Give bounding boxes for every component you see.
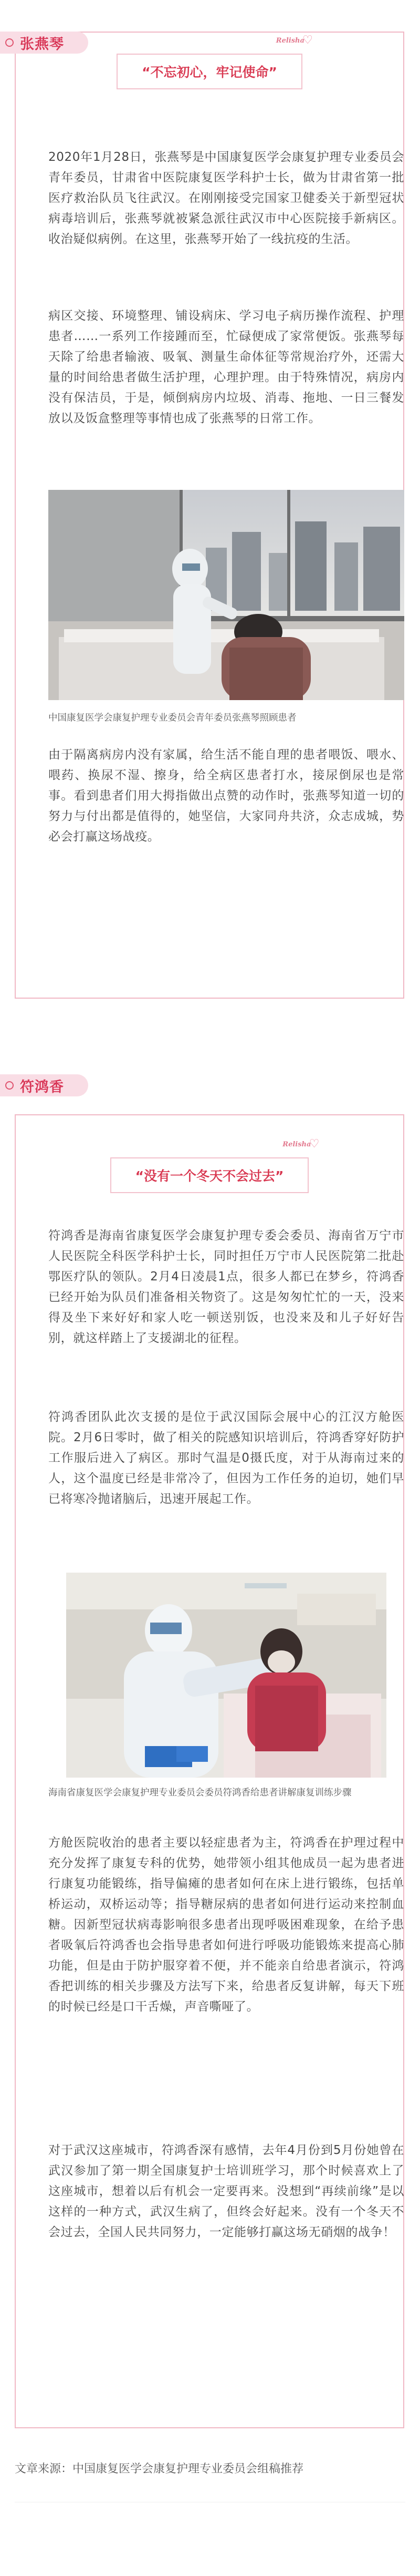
heart-icon: ♡ bbox=[302, 34, 313, 47]
paragraph: 符鸿香团队此次支援的是位于武汉国际会展中心的江汉方舱医院。2月6日零时，做了相关的院感知识培训后，符鸿香穿好防护工作服后进入了病区。那时气温是0摄氏度，对于从海南过来的人，这个温度已经是非常冷了，但因为工作任务的迫切，她们早已将寒冷抛诸脑后，迅速开展起工作。 bbox=[48, 1410, 404, 1506]
circle-icon bbox=[5, 38, 14, 47]
profile-card-fu bbox=[15, 1114, 404, 2428]
motto-text: “不忘初心，牢记使命” bbox=[142, 65, 277, 80]
name-label: 符鸿香 bbox=[20, 1079, 64, 1095]
name-tag-zhang bbox=[0, 32, 88, 54]
paragraph: 2020年1月28日，张燕琴是中国康复医学会康复护理专业委员会青年委员，甘肃省中医院康复医学科护士长，做为甘肃省第一批医疗救治队员飞往武汉。在刚刚接受完国家卫健委关于新型冠状病毒培训后，张燕琴就被紧急派往武汉市中心医院接手新病区。收治疑似病例。在这里，张燕琴开始了一线抗疫的生活。 bbox=[48, 150, 404, 246]
profile-card-zhang bbox=[15, 32, 404, 999]
photo-fu-teaching-patient bbox=[66, 1573, 386, 1778]
photo-illustration bbox=[48, 490, 404, 700]
photo-caption: 中国康复医学会康复护理专业委员会青年委员张燕琴照顾患者 bbox=[48, 713, 297, 723]
article-source: 文章来源：中国康复医学会康复护理专业委员会组稿推荐 bbox=[15, 2462, 304, 2476]
circle-icon bbox=[5, 1081, 14, 1090]
photo-caption: 海南省康复医学会康复护理专业委员会委员符鸿香给患者讲解康复训练步骤 bbox=[48, 1788, 352, 1798]
paragraph: 符鸿香是海南省康复医学会康复护理专委会委员、海南省万宁市人民医院全科医学科护士长，同时担任万宁市人民医院第二批赴鄂医疗队的领队。2月4日凌晨1点，很多人都已在梦乡，符鸿香已经开始为队员们准备相关物资了。这是匆匆忙忙的一天，没来得及坐下来好好和家人吃一顿送别饭，也没来及和儿子好好告别，就这样踏上了支援湖北的征程。 bbox=[48, 1229, 404, 1345]
photo-zhang-caring-patient bbox=[48, 490, 404, 700]
paragraph: 由于隔离病房内没有家属，给生活不能自理的患者喂饭、喂水、喂药、换尿不湿、擦身，给全病区患者打水，接尿倒尿也是常事。看到患者们用大拇指做出点赞的动作时，张燕琴知道一切的努力与付出都是值得的，她坚信，大家同舟共济，众志成城，势必会打赢这场战疫。 bbox=[48, 748, 404, 844]
photo-illustration bbox=[66, 1573, 386, 1778]
motto-area bbox=[16, 1137, 403, 1193]
decorative-script: Relisha bbox=[282, 1141, 311, 1148]
motto-text: “没有一个冬天不会过去” bbox=[135, 1168, 284, 1184]
motto-box bbox=[117, 34, 313, 89]
name-tag-fu bbox=[0, 1074, 88, 1096]
motto-box bbox=[110, 1137, 320, 1193]
paragraph: 对于武汉这座城市，符鸿香深有感情，去年4月份到5月份她曾在武汉参加了第一期全国康复护士培训班学习，那个时候喜欢上了这座城市，想着以后有机会一定要再来。没想到“再续前缘”是以这样的一种方式，武汉生病了，但终会好起来。没有一个冬天不会过去，全国人民共同努力，一定能够打赢这场无硝烟的战争！ bbox=[48, 2143, 404, 2239]
name-label: 张燕琴 bbox=[20, 36, 64, 53]
paragraph: 方舱医院收治的患者主要以轻症患者为主，符鸿香在护理过程中充分发挥了康复专科的优势，她带领小组其他成员一起为患者进行康复功能锻练，指导偏瘫的患者如何在床上进行锻练，包括单桥运动，双桥运动等；指导糖尿病的患者如何进行运动来控制血糖。因新型冠状病毒影响很多患者出现呼吸困难现象，在给予患者吸氧后符鸿香也会指导患者如何进行呼吸功能锻炼来提高心肺功能，但是由于防护服穿着不便，并不能亲自给患者演示，符鸿香把训练的相关步骤及方法写下来，给患者反复讲解，每天下班的时候已经是口干舌燥，声音嘶哑了。 bbox=[48, 1836, 404, 2014]
heart-icon: ♡ bbox=[309, 1137, 320, 1151]
decorative-script: Relisha bbox=[276, 37, 304, 45]
paragraph: 病区交接、环境整理、铺设病床、学习电子病历操作流程、护理患者……一系列工作接踵而至，忙碌便成了家常便饭。张燕琴每天除了给患者输液、吸氧、测量生命体征等常规治疗外，还需大量的时间给患者做生活护理，心理护理。由于特殊情况，病房内没有保洁员，于是，倾倒病房内垃圾、消毒、拖地、一日三餐发放以及饭盒整理等事情也成了张燕琴的日常工作。 bbox=[48, 309, 404, 425]
